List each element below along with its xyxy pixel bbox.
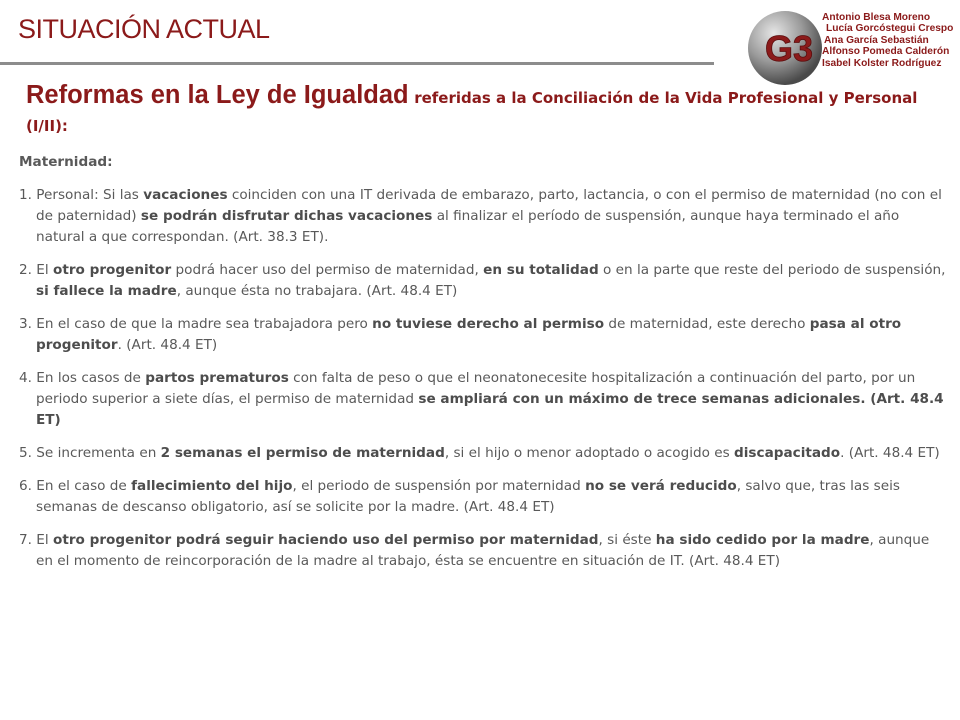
list-item <box>19 260 949 302</box>
item-emphasis: no tuviese derecho al permiso <box>372 316 605 332</box>
author-name: Lucía Gorcóstegui Crespo <box>826 23 954 35</box>
list-item <box>19 530 949 572</box>
item-text: , aunque en el momento de reincorporación de la madre al trabajo, ésta se encuentre en situación de IT. (Art. 48.4 ET) <box>36 532 930 569</box>
item-emphasis: se podrán disfrutar dichas vacaciones <box>140 208 433 224</box>
list-item <box>19 443 949 464</box>
author-name: Ana García Sebastián <box>824 34 929 46</box>
item-text: , el periodo de suspensión por maternidad <box>292 478 586 494</box>
slide-subtitle <box>26 82 946 140</box>
list-item <box>19 368 949 431</box>
item-list <box>19 185 949 572</box>
item-emphasis: no se verá reducido <box>585 478 737 494</box>
item-emphasis: se ampliará con un máximo de trece semanas adicionales. (Art. 48.4 ET) <box>36 391 944 428</box>
item-emphasis: partos prematuros <box>145 370 289 386</box>
author-list <box>822 12 958 69</box>
item-emphasis: si fallece la madre <box>36 283 177 299</box>
item-emphasis: otro progenitor podrá seguir haciendo uso del permiso por maternidad <box>52 532 599 548</box>
content-body <box>19 152 949 584</box>
item-emphasis: en su totalidad <box>483 262 599 278</box>
logo-text: G3 <box>765 28 814 69</box>
section-title: Maternidad: <box>19 154 113 170</box>
item-emphasis: pasa al otro progenitor <box>36 316 902 353</box>
item-emphasis: ha sido cedido por la madre <box>655 532 870 548</box>
item-text: al finalizar el período de suspensión, aunque haya terminado el año natural a que correspondan. (Art. 38.3 ET). <box>36 208 900 245</box>
subtitle-rest: referidas a la Conciliación de la Vida Profesional y Personal (I/II): <box>26 89 918 135</box>
item-text: podrá hacer uso del permiso de maternidad, <box>171 262 484 278</box>
item-text: 4. En los casos de <box>19 370 146 386</box>
author-name: Alfonso Pomeda Calderón <box>822 46 950 58</box>
item-text: 7. El <box>19 532 53 548</box>
item-emphasis: fallecimiento del hijo <box>131 478 293 494</box>
author-name: Antonio Blesa Moreno <box>822 12 931 23</box>
item-text: de maternidad, este derecho <box>604 316 810 332</box>
item-text: , si el hijo o menor adoptado o acogido es <box>444 445 735 461</box>
header-divider <box>0 62 714 65</box>
item-text: 2. El <box>19 262 53 278</box>
subtitle-main: Reformas en la Ley de Igualdad <box>26 81 409 109</box>
item-emphasis: vacaciones <box>143 187 228 203</box>
item-text: . (Art. 48.4 ET) <box>840 445 940 461</box>
item-text: 1. Personal: Si las <box>19 187 144 203</box>
item-text: . (Art. 48.4 ET) <box>117 337 218 353</box>
item-emphasis: 2 semanas el permiso de maternidad <box>160 445 445 461</box>
item-text: , aunque ésta no trabajara. (Art. 48.4 ET) <box>176 283 458 299</box>
item-text: 3. En el caso de que la madre sea trabajadora pero <box>19 316 373 332</box>
item-text: coinciden con una IT derivada de embarazo, parto, lactancia, o con el permiso de maternidad (no con el de paternidad) <box>36 187 942 224</box>
list-item <box>19 185 949 248</box>
item-text: 5. Se incrementa en <box>19 445 161 461</box>
list-item <box>19 476 949 518</box>
g3-logo <box>745 8 825 88</box>
list-item <box>19 314 949 356</box>
item-text: 6. En el caso de <box>19 478 132 494</box>
page-title: SITUACIÓN ACTUAL <box>18 14 270 44</box>
item-emphasis: discapacitado <box>734 445 841 461</box>
item-text: , salvo que, tras las seis semanas de descanso obligatorio, así se solicite por la madre. (Art. 48.4 ET) <box>36 478 900 515</box>
item-emphasis: otro progenitor <box>52 262 172 278</box>
item-text: con falta de peso o que el neonatonecesite hospitalización a continuación del parto, por un periodo superior a siete días, el permiso de maternidad <box>36 370 916 407</box>
item-text: o en la parte que reste del periodo de suspensión, <box>598 262 946 278</box>
author-name: Isabel Kolster Rodríguez <box>822 57 942 69</box>
item-text: , si éste <box>598 532 656 548</box>
